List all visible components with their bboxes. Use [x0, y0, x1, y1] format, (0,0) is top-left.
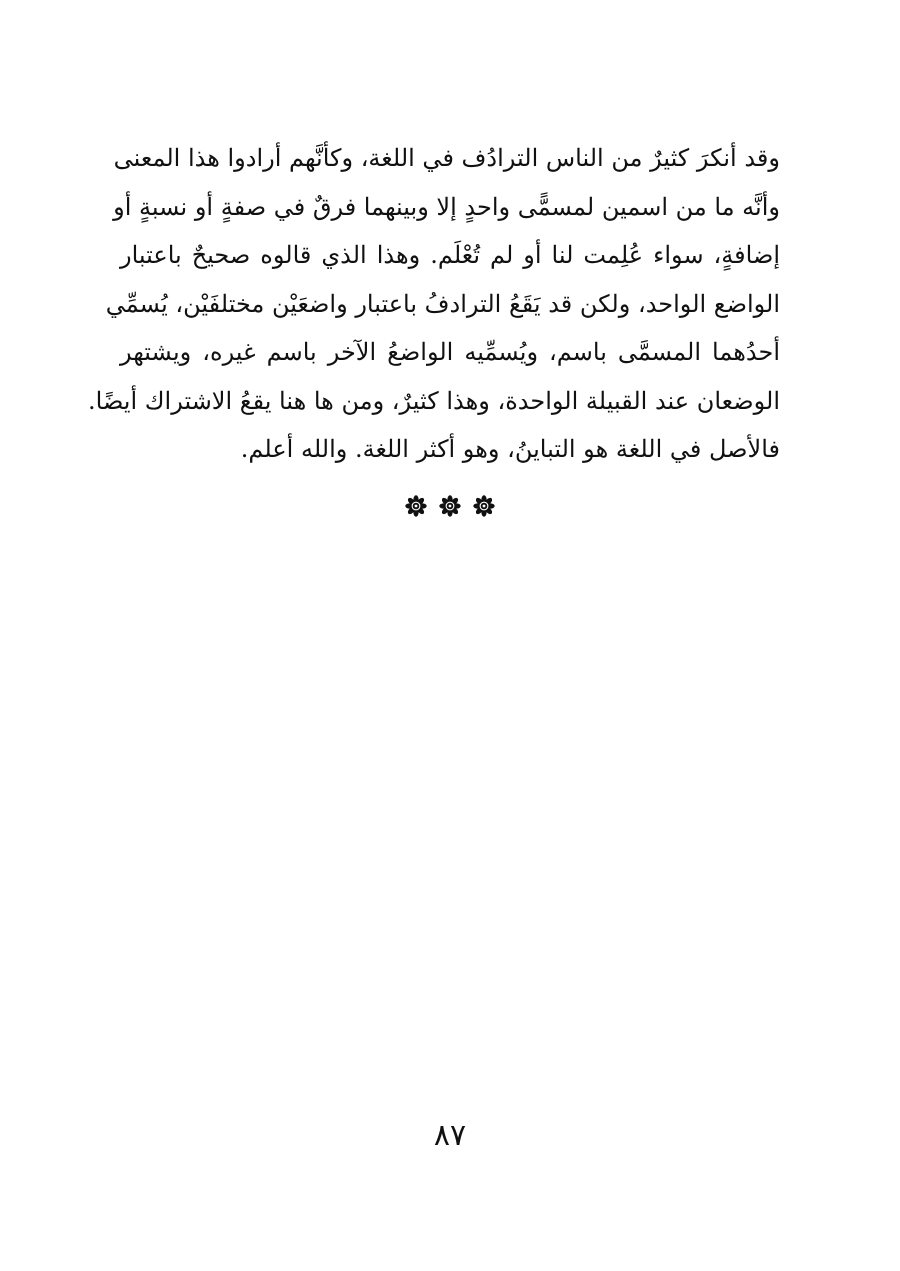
page-number: ٨٧ — [433, 1118, 467, 1153]
paragraph-line: أحدُهما المسمَّى باسم، ويُسمِّيه الواضعُ الآخر باسم غيره، ويشتهر — [120, 338, 780, 366]
paragraph-line-last: فالأصل في اللغة هو التباينُ، وهو أكثر اللغة. والله أعلم. — [240, 435, 780, 463]
body-paragraph — [88, 134, 780, 474]
paragraph-line: وقد أنكرَ كثيرٌ من الناس الترادُف في اللغة، وكأنَّهم أرادوا هذا المعنى — [113, 144, 780, 172]
paragraph-line: وأنَّه ما من اسمين لمسمًّى واحدٍ إلا وبينهما فرقٌ في صفةٍ أو نسبةٍ أو — [113, 192, 780, 221]
paragraph-line: إضافةٍ، سواء عُلِمت لنا أو لم تُعْلَم. وهذا الذي قالوه صحيحٌ باعتبار — [120, 241, 780, 269]
flower-ornament-icon — [473, 495, 495, 517]
paragraph-line: الواضع الواحد، ولكن قد يَقَعُ الترادفُ باعتبار واضعَيْن مختلفَيْن، يُسمِّي — [105, 289, 780, 318]
section-divider — [0, 495, 900, 517]
flower-ornament-icon — [439, 495, 461, 517]
paragraph-line: الوضعان عند القبيلة الواحدة، وهذا كثيرٌ، ومن ها هنا يقعُ الاشتراك أيضًا. — [88, 386, 780, 415]
flower-ornament-icon — [405, 495, 427, 517]
